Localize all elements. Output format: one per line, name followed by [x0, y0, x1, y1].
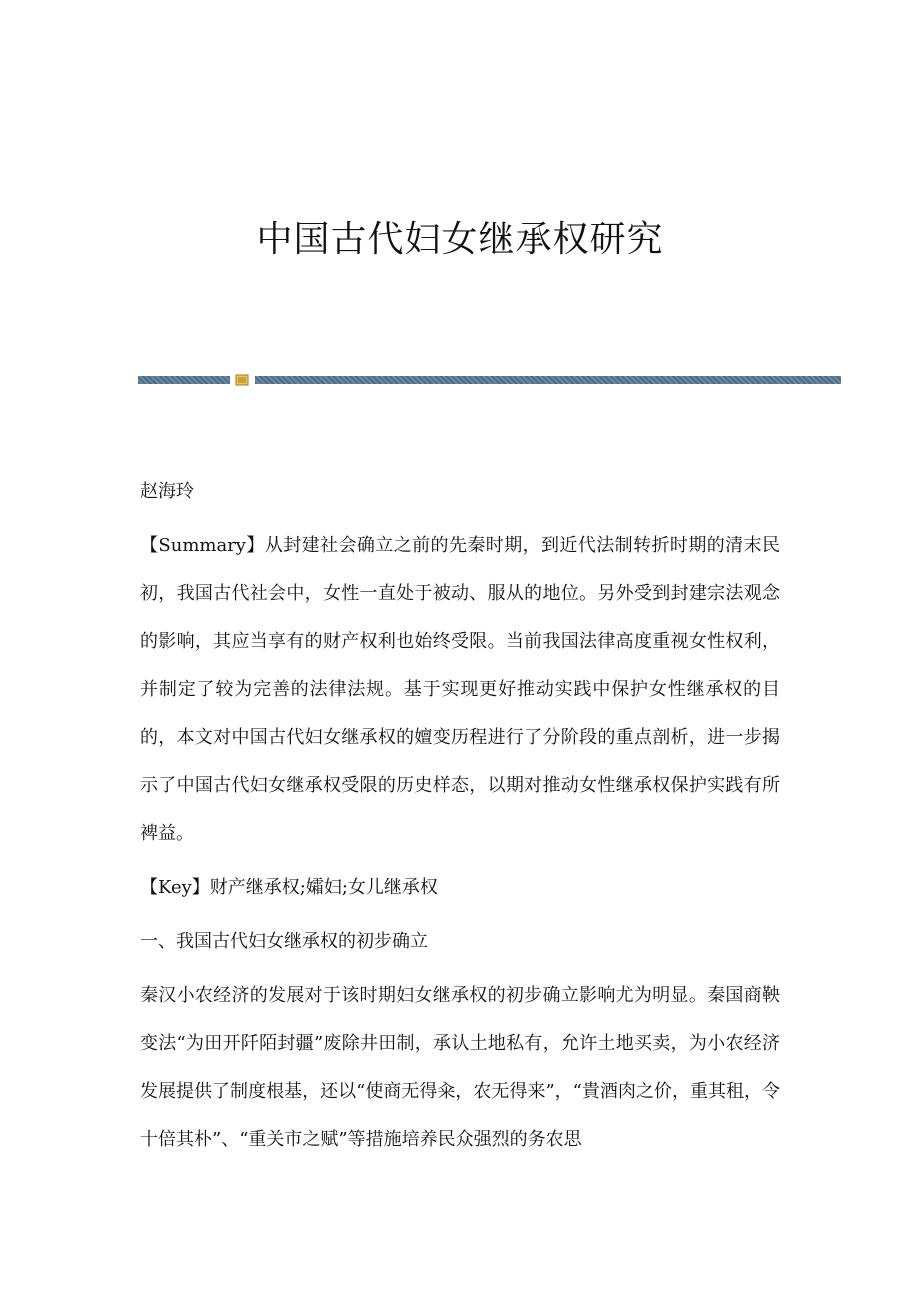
- section-body-paragraph: 秦汉小农经济的发展对于该时期妇女继承权的初步确立影响尤为明显。秦国商鞅变法“为田开阡陌封疆”废除井田制，承认土地私有，允许土地买卖，为小农经济发展提供了制度根基，还以“使商无得籴，农无得来”，“貴酒肉之价，重其租，令十倍其朴”、“重关市之赋”等措施培养民众强烈的务农思: [140, 985, 780, 1150]
- summary-paragraph: [140, 522, 780, 858]
- title-divider: [138, 374, 841, 386]
- document-title: 中国古代妇女继承权研究: [256, 219, 664, 260]
- summary-text: 从封建社会确立之前的先秦时期，到近代法制转折时期的清末民初，我国古代社会中，女性一直处于被动、服从的地位。另外受到封建宗法观念的影响，其应当享有的财产权利也始终受限。当前我国法律高度重视女性权利，并制定了较为完善的法律法规。基于实现更好推动实践中保护女性继承权的目的，本文对中国古代妇女继承权的嬗变历程进行了分阶段的重点剖析，进一步揭示了中国古代妇女继承权受限的历史样态，以期对推动女性继承权保护实践有所裨益。: [140, 535, 780, 844]
- summary-label: 【Summary】: [140, 535, 265, 556]
- document-body: [140, 468, 780, 1170]
- author-name: 赵海玲: [140, 481, 194, 502]
- section-heading: 一、我国古代妇女继承权的初步确立: [140, 931, 428, 952]
- divider-bar-right: [255, 376, 841, 384]
- divider-bar-left: [138, 376, 230, 384]
- keywords-paragraph: [140, 864, 780, 912]
- keywords-label: 【Key】: [140, 877, 210, 898]
- keywords-text: 财产继承权;孀妇;女儿继承权: [209, 877, 438, 898]
- divider-ornament-icon: [235, 374, 249, 386]
